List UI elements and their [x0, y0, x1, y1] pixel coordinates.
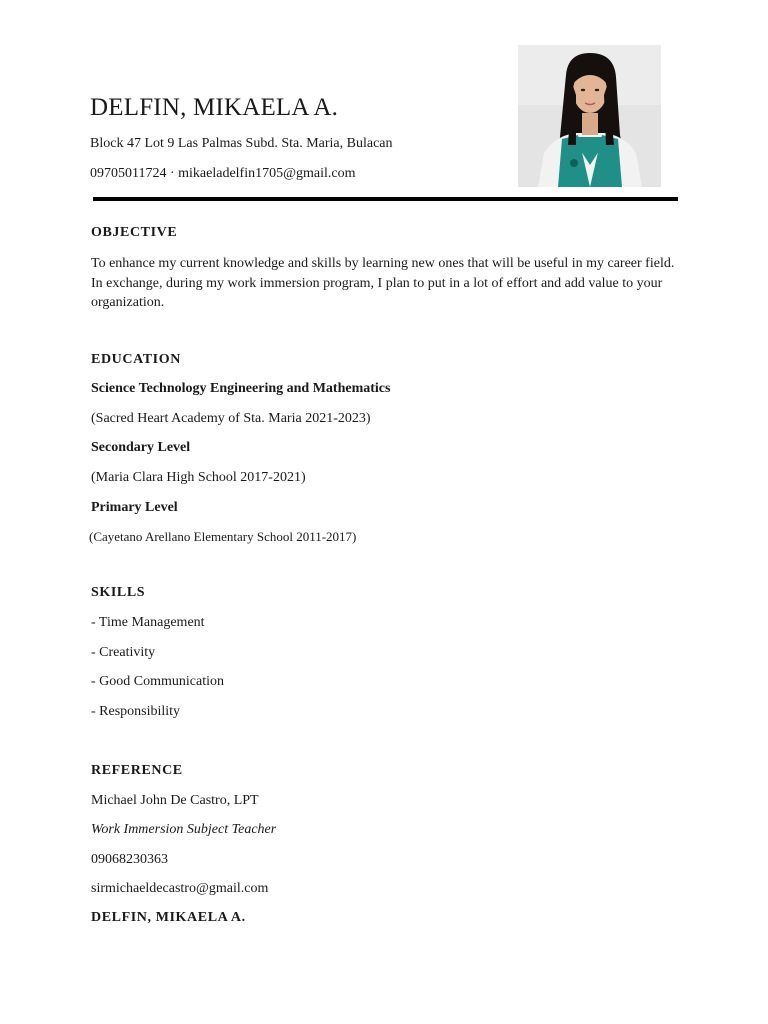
objective-text: To enhance my current knowledge and skills by learning new ones that will be useful in my career field. In exchange, during my work immersion program, I plan to put in a lot of effort and add value to your organization. — [91, 256, 675, 310]
profile-photo — [518, 45, 661, 187]
objective-heading: OBJECTIVE — [91, 225, 178, 240]
education-school-2: (Maria Clara High School 2017-2021) — [91, 470, 306, 485]
reference-heading: REFERENCE — [91, 763, 183, 778]
education-heading: EDUCATION — [91, 352, 181, 367]
reference-name: Michael John De Castro, LPT — [91, 793, 259, 808]
profile-photo-illustration — [518, 45, 661, 187]
education-level-2: Secondary Level — [91, 440, 191, 455]
applicant-name: DELFIN, MIKAELA A. — [90, 94, 339, 121]
skill-item: - Responsibility — [91, 704, 181, 719]
reference-title: Work Immersion Subject Teacher — [91, 822, 277, 837]
education-level-3: Primary Level — [91, 500, 178, 515]
phone-email: 09705011724 · mikaeladelfin1705@gmail.com — [90, 166, 356, 181]
reference-email: sirmichaeldecastro@gmail.com — [91, 881, 269, 896]
skill-item: - Creativity — [91, 645, 156, 660]
skills-heading: SKILLS — [91, 585, 146, 600]
education-level-1: Science Technology Engineering and Mathematics — [91, 381, 391, 396]
education-school-3: (Cayetano Arellano Elementary School 2011-2017) — [89, 529, 357, 544]
education-school-1: (Sacred Heart Academy of Sta. Maria 2021-2023) — [91, 411, 371, 426]
address: Block 47 Lot 9 Las Palmas Subd. Sta. Maria, Bulacan — [90, 136, 393, 151]
skill-item: - Time Management — [91, 615, 205, 630]
header-divider — [93, 197, 678, 201]
signature-name: DELFIN, MIKAELA A. — [91, 910, 246, 925]
skill-item: - Good Communication — [91, 674, 224, 689]
reference-phone: 09068230363 — [91, 852, 168, 867]
